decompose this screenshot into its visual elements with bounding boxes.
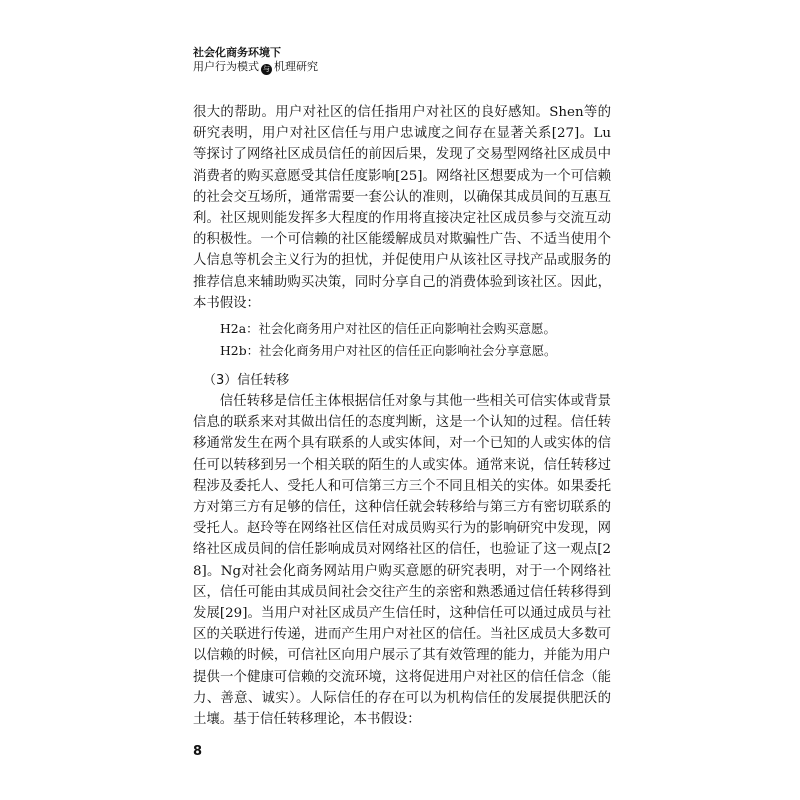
paragraph-trust-transfer: 信任转移是信任主体根据信任对象与其他一些相关可信实体或背景信息的联系来对其做出信任的态度判断，这是一个认知的过程。信任转移通常发生在两个具有联系的人或实体间，对一个已知的人或实体的信任可以转移到另一个相关联的陌生的人或实体。通常来说，信任转移过程涉及委托人、受托人和可信第三方三个不同且相关的实体。如果委托方对第三方有足够的信任，这种信任就会转移给与第三方有密切联系的受托人。赵玲等在网络社区信任对成员购买行为的影响研究中发现，网络社区成员间的信任影响成员对网络社区的信任，也验证了这一观点[28]。Ng对社会化商务网站用户购买意愿的研究表明，对于一个网络社区，信任可能由其成员间社会交往产生的亲密和熟悉通过信任转移得到发展[29]。当用户对社区成员产生信任时，这种信任可以通过成员与社区的关联进行传递，进而产生用户对社区的信任。当社区成员大多数可以信赖的时候，可信社区向用户展示了其有效管理的能力，并能为用户提供一个健康可信赖的交流环境，这将促进用户对社区的信任信念（能力、善意、诚实）。人际信任的存在可以为机构信任的发展提供肥沃的土壤。基于信任转移理论，本书假设： bbox=[193, 394, 611, 728]
page-number: 8 bbox=[193, 744, 203, 759]
page-body bbox=[193, 102, 611, 730]
paragraph-community-trust: 很大的帮助。用户对社区的信任指用户对社区的良好感知。Shen等的研究表明，用户对社区信任与用户忠诚度之间存在显著关系[27]。Lu等探讨了网络社区成员信任的前因后果，发现了交易型网络社区成员中消费者的购买意愿受其信任度影响[25]。网络社区想要成为一个可信赖的社会交互场所，通常需要一套公认的准则，以确保其成员间的互惠互利。社区规则能发挥多大程度的作用将直接决定社区成员参与交流互动的积极性。一个可信赖的社区能缓解成员对欺骗性广告、不适当使用个人信息等机会主义行为的担忧，并促使用户从该社区寻找产品或服务的推荐信息来辅助购买决策，同时分享自己的消费体验到该社区。因此，本书假设： bbox=[193, 105, 611, 311]
section-heading-trust-transfer: （3）信任转移 bbox=[203, 373, 290, 389]
hypothesis-h2a: H2a：社会化商务用户对社区的信任正向影响社会购买意愿。 bbox=[220, 321, 556, 337]
hypothesis-h2b: H2b：社会化商务用户对社区的信任正向影响社会分享意愿。 bbox=[220, 343, 557, 359]
header-title: 社会化商务环境下 bbox=[193, 46, 281, 59]
running-header bbox=[193, 46, 613, 75]
header-subtitle-end: 机理研究 bbox=[274, 60, 318, 73]
header-subtitle-start: 用户行为模式 bbox=[193, 60, 259, 73]
header-subtitle bbox=[193, 60, 613, 75]
and-circle-icon: 与 bbox=[263, 65, 270, 73]
